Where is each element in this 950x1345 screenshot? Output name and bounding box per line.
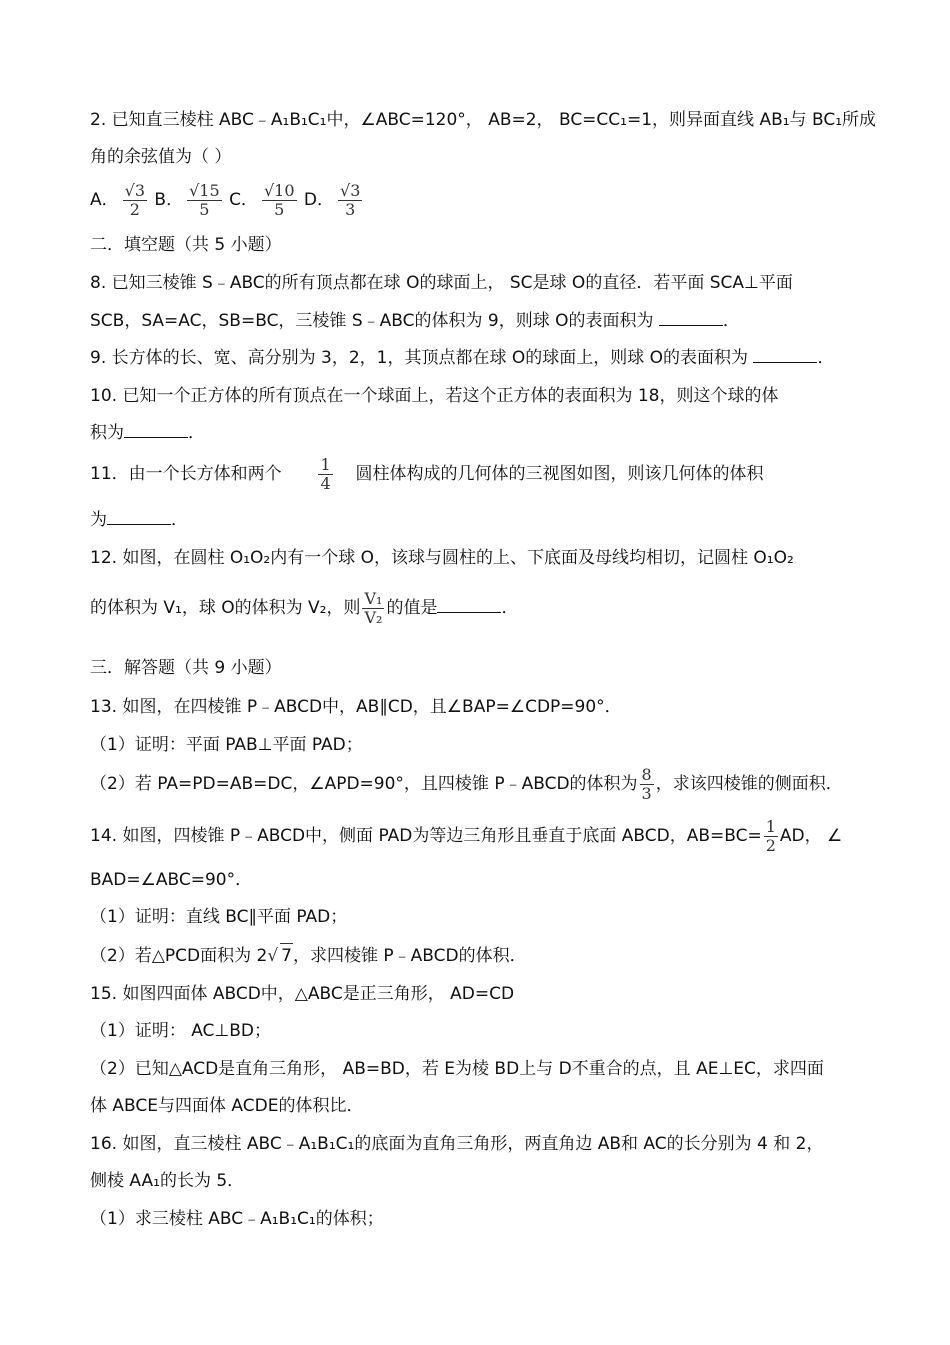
q2-option-a-fraction: $\frac{√3}{2}$ <box>124 180 146 219</box>
q10-line1: 10. 已知一个正方体的所有顶点在一个球面上，若这个正方体的表面积为 18，则这个球的体 <box>90 386 779 406</box>
q14-sqrt-radicand: 7 <box>280 943 293 968</box>
q11-line2: 为 ． <box>90 510 188 530</box>
q15-line2: （1）证明： AC⊥BD； <box>90 1021 271 1041</box>
q9-line: 9. 长方体的长、宽、高分别为 3，2，1，其顶点都在球 O的球面上，则球 O的表面积为 ． <box>90 348 835 368</box>
q2-line1: 2. 已知直三棱柱 ABC﹣A₁B₁C₁中，∠ABC=120°， AB=2， BC=CC₁=1，则异面直线 AB₁与 BC₁所成 <box>90 110 877 130</box>
q10-answer-blank <box>124 421 188 438</box>
q11-line1: 11．由一个长方体和两个 $\frac{1}{4}$ 圆柱体构成的几何体的三视图如图，则该几何体的体积 <box>90 454 764 493</box>
q9-answer-blank <box>753 346 817 363</box>
q14-line4: （2）若△PCD面积为 2√ 7，求四棱锥 P﹣ABCD的体积． <box>90 943 527 968</box>
q13-line1: 13. 如图，在四棱锥 P﹣ABCD中，AB∥CD，且∠BAP=∠CDP=90°． <box>90 697 622 717</box>
q2-option-d: D． $\frac{√3}{3}$ <box>303 180 361 219</box>
q2-option-c: C． $\frac{√10}{5}$ <box>229 180 295 219</box>
q2-option-b-fraction: $\frac{√15}{5}$ <box>189 180 220 219</box>
sqrt-symbol: √ <box>267 946 279 966</box>
q2-option-b: B． $\frac{√15}{5}$ <box>154 180 220 219</box>
q15-line3: （2）已知△ACD是直角三角形， AB=BD，若 E为棱 BD上与 D不重合的点，且 AE⊥EC，求四面 <box>90 1059 824 1079</box>
q13-fraction: $\frac{8}{3}$ <box>641 764 652 803</box>
q2-option-a: A． $\frac{√3}{2}$ <box>90 180 146 219</box>
q16-line1: 16. 如图，直三棱柱 ABC﹣A₁B₁C₁的底面为直角三角形，两直角边 AB和 AC的长分别为 4 和 2， <box>90 1134 824 1154</box>
q12-line1: 12. 如图，在圆柱 O₁O₂内有一个球 O，该球与圆柱的上、下底面及母线均相切，记圆柱 O₁O₂ <box>90 548 794 568</box>
q8-answer-blank <box>659 309 723 326</box>
q13-line3: （2）若 PA=PD=AB=DC，∠APD=90°，且四棱锥 P﹣ABCD的体积为 $\frac{8}{3}$ ，求该四棱锥的侧面积． <box>90 764 843 803</box>
section-2-heading: 二．填空题（共 5 小题） <box>90 235 282 255</box>
q12-fraction: $\frac{\text{V₁}}{\text{V₂}}$ <box>364 588 383 627</box>
q16-line2: 侧棱 AA₁的长为 5． <box>90 1171 245 1191</box>
q14-fraction: $\frac{1}{2}$ <box>765 816 776 855</box>
q11-answer-blank <box>107 508 171 525</box>
q15-line4: 体 ABCE与四面体 ACDE的体积比． <box>90 1096 364 1116</box>
q2-option-d-fraction: $\frac{√3}{3}$ <box>340 180 361 219</box>
q12-answer-blank <box>437 596 501 613</box>
q15-line1: 15. 如图四面体 ABCD中，△ABC是正三角形， AD=CD <box>90 984 515 1004</box>
q14-line2: BAD=∠ABC=90°． <box>90 870 253 890</box>
q16-line3: （1）求三棱柱 ABC﹣A₁B₁C₁的体积； <box>90 1209 384 1229</box>
section-3-heading: 三．解答题（共 9 小题） <box>90 658 282 678</box>
q10-line2: 积为 ． <box>90 423 205 443</box>
q13-line2: （1）证明：平面 PAB⊥平面 PAD； <box>90 735 363 755</box>
q8-line2: SCB，SA=AC，SB=BC，三棱锥 S﹣ABC的体积为 9，则球 O的表面积为 ． <box>90 311 740 331</box>
q12-line2: 的体积为 V₁，球 O的体积为 V₂，则 $\frac{\text{V₁}}{\text{V₂}}$ 的值是 ． <box>90 588 519 627</box>
q8-line1: 8. 已知三棱锥 S﹣ABC的所有顶点都在球 O的球面上， SC是球 O的直径．若平面 SCA⊥平面 <box>90 273 793 293</box>
q14-line3: （1）证明：直线 BC∥平面 PAD； <box>90 907 348 927</box>
q14-line1: 14. 如图，四棱锥 P﹣ABCD中，侧面 PAD为等边三角形且垂直于底面 ABCD，AB=BC= $\frac{1}{2}$ AD， ∠ <box>90 816 843 855</box>
q11-fraction: $\frac{1}{4}$ <box>320 454 331 493</box>
q2-options <box>90 178 364 222</box>
q2-option-c-fraction: $\frac{√10}{5}$ <box>263 180 295 219</box>
q2-line2: 角的余弦值为（ ） <box>90 147 232 167</box>
